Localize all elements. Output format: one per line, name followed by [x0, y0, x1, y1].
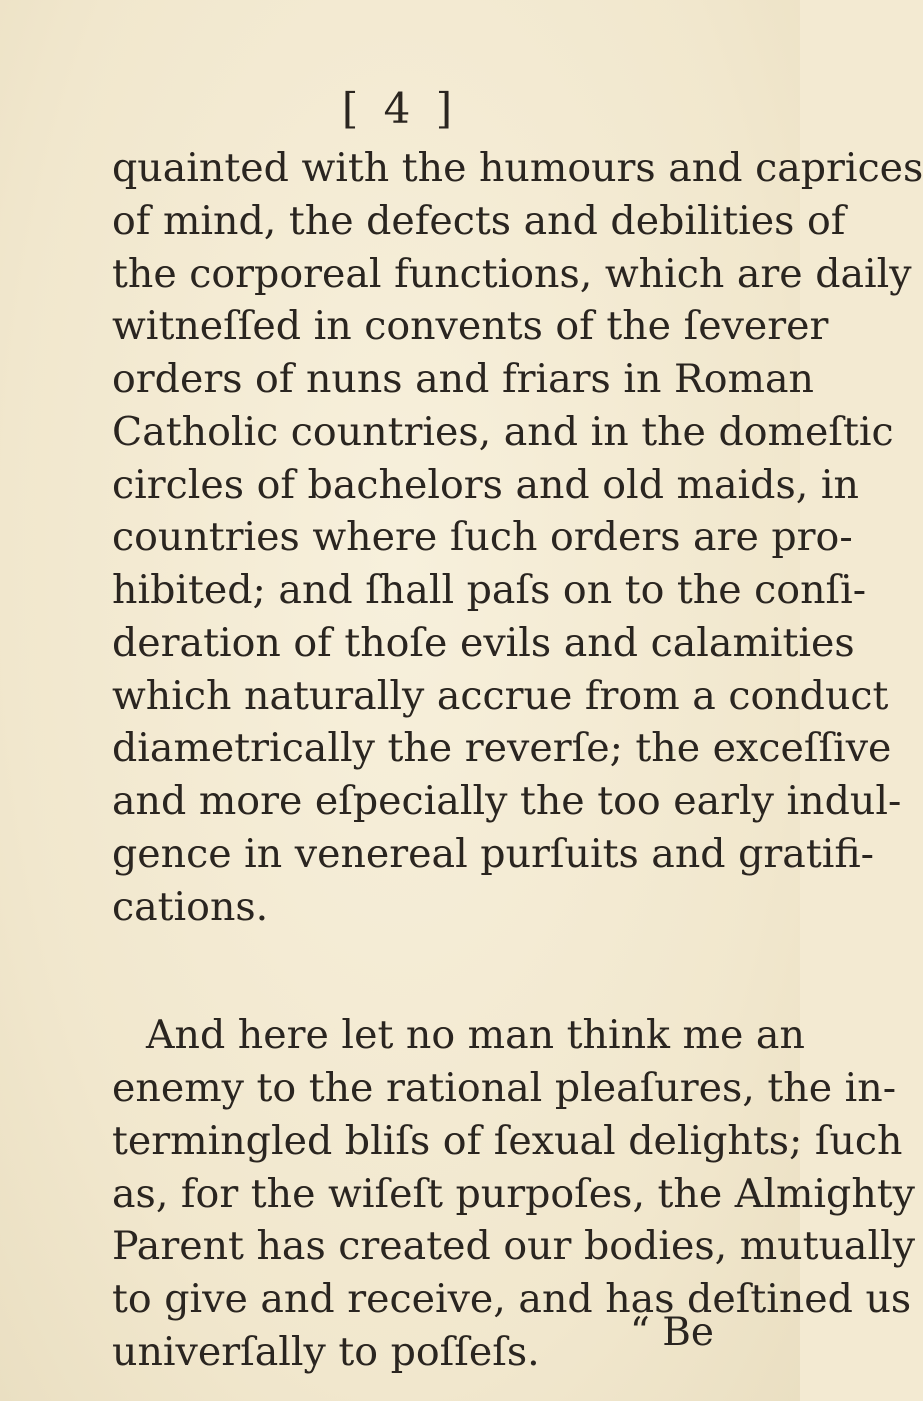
text-line: Catholic countries, and in the domeſtic	[112, 409, 894, 455]
text-line: diametrically the reverſe; the exceſſive	[112, 725, 892, 771]
text-line: witneſſed in convents of the ſeverer	[112, 303, 829, 349]
text-line: countries where ſuch orders are pro-	[112, 514, 853, 560]
text-line: gence in venereal purſuits and gratifi-	[112, 831, 875, 877]
text-line: the corporeal functions, which are daily	[112, 251, 912, 297]
text-line: quainted with the humours and caprices	[112, 145, 923, 191]
text-line: which naturally accrue from a conduct	[112, 673, 889, 719]
text-line: Parent has created our bodies, mutually	[112, 1223, 916, 1269]
catchword: “ Be	[629, 1310, 714, 1355]
text-line: enemy to the rational pleaſures, the in-	[112, 1065, 897, 1111]
text-line: of mind, the defects and debilities of	[112, 198, 846, 244]
page-number: [ 4 ]	[341, 84, 459, 133]
text-line: termingled bliſs of ſexual delights; ſuch	[112, 1118, 903, 1164]
text-line: univerſally to poſſeſs.	[112, 1329, 540, 1375]
text-line: to give and receive, and has deſtined us	[112, 1276, 912, 1322]
text-line: and more eſpecially the too early indul-	[112, 778, 902, 824]
text-line: And here let no man think me an	[146, 1012, 805, 1058]
text-line: deration of thoſe evils and calamities	[112, 620, 855, 666]
text-line: as, for the wiſeſt purpoſes, the Almighty	[112, 1171, 915, 1217]
text-line: circles of bachelors and old maids, in	[112, 462, 859, 508]
text-line: cations.	[112, 884, 269, 930]
text-line: orders of nuns and friars in Roman	[112, 356, 814, 402]
text-line: hibited; and ſhall paſs on to the conſi-	[112, 567, 867, 613]
